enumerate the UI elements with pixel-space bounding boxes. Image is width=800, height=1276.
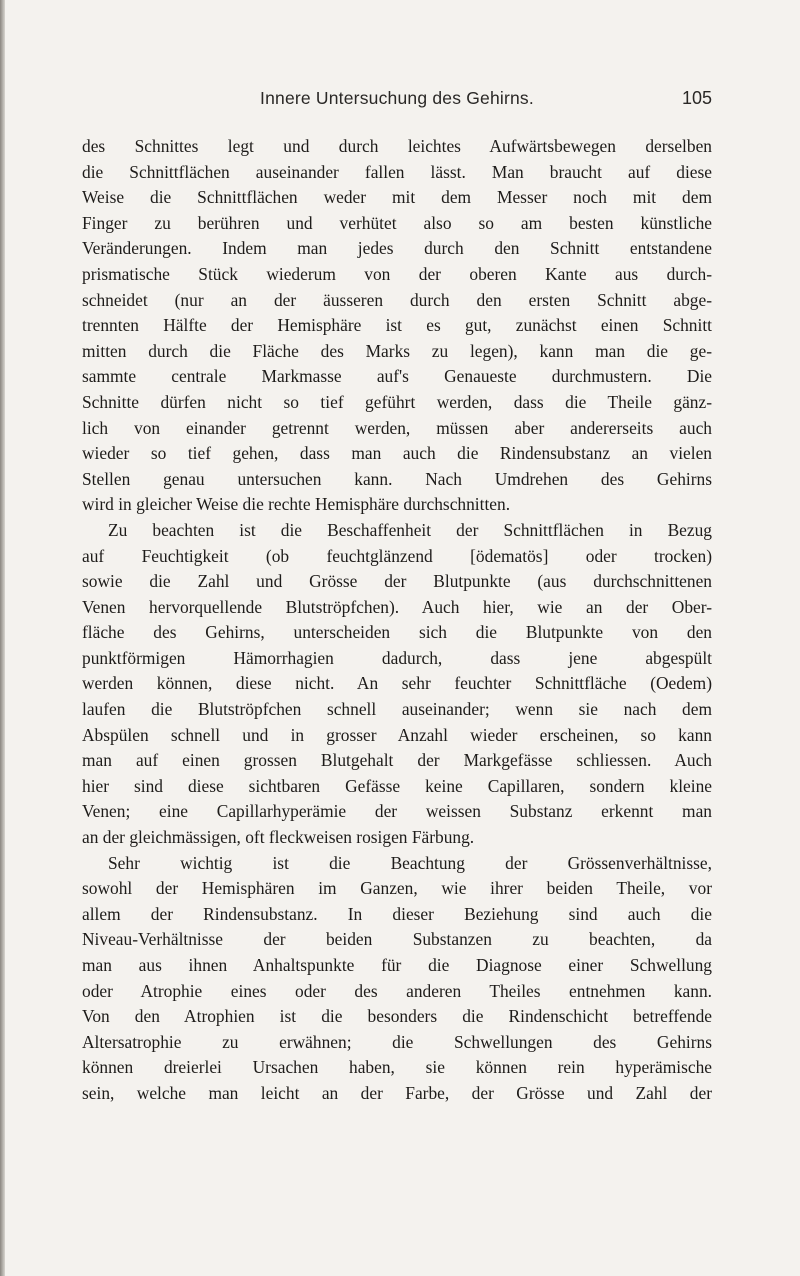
text-line: Niveau-Verhältnisse der beiden Substanzen zu beachten, da (82, 929, 712, 950)
body-text (82, 134, 712, 1107)
text-line: können dreierlei Ursachen haben, sie können rein hyperämische (82, 1057, 712, 1078)
text-line: man auf einen grossen Blutgehalt der Markgefässe schliessen. Auch (82, 750, 712, 771)
text-line: mitten durch die Fläche des Marks zu legen), kann man die ge- (82, 340, 712, 361)
text-line: hier sind diese sichtbaren Gefässe keine Capillaren, sondern kleine (82, 775, 712, 796)
text-line: Zu beachten ist die Beschaffenheit der Schnittflächen in Bezug (108, 519, 712, 540)
text-line: oder Atrophie eines oder des anderen Theiles entnehmen kann. (82, 980, 712, 1001)
text-line: man aus ihnen Anhaltspunkte für die Diagnose einer Schwellung (82, 955, 712, 975)
text-line: laufen die Blutströpfchen schnell auseinander; wenn sie nach dem (82, 699, 712, 720)
text-line: wieder so tief gehen, dass man auch die Rindensubstanz an vielen (82, 443, 712, 464)
text-line: Weise die Schnittflächen weder mit dem Messer noch mit dem (82, 187, 712, 208)
text-line: fläche des Gehirns, unterscheiden sich die Blutpunkte von den (82, 622, 712, 643)
text-line: Veränderungen. Indem man jedes durch den Schnitt entstandene (82, 238, 712, 259)
text-line: Venen; eine Capillarhyperämie der weissen Substanz erkennt man (82, 801, 712, 822)
text-line: Von den Atrophien ist die besonders die Rindenschicht betreffende (82, 1006, 712, 1027)
text-line: trennten Hälfte der Hemisphäre ist es gut, zunächst einen Schnitt (82, 315, 712, 336)
text-line: die Schnittflächen auseinander fallen lässt. Man braucht auf diese (82, 161, 712, 182)
text-line: an der gleichmässigen, oft fleckweisen rosigen Färbung. (82, 827, 475, 848)
page-edge-shadow (0, 0, 5, 1276)
text-line: Abspülen schnell und in grosser Anzahl wieder erscheinen, so kann (82, 724, 712, 745)
text-line: wird in gleicher Weise die rechte Hemisphäre durchschnitten. (82, 494, 511, 515)
text-line: schneidet (nur an der äusseren durch den ersten Schnitt abge- (82, 289, 712, 310)
text-line: allem der Rindensubstanz. In dieser Beziehung sind auch die (82, 903, 712, 924)
text-line: Venen hervorquellende Blutströpfchen). Auch hier, wie an der Ober- (82, 596, 712, 617)
text-line: Altersatrophie zu erwähnen; die Schwellungen des Gehirns (82, 1031, 712, 1052)
text-line: sowie die Zahl und Grösse der Blutpunkte (aus durchschnittenen (82, 571, 712, 592)
text-line: sowohl der Hemisphären im Ganzen, wie ihrer beiden Theile, vor (82, 878, 712, 899)
text-line: Finger zu berühren und verhütet also so am besten künstliche (82, 212, 712, 233)
text-line: lich von einander getrennt werden, müssen aber andererseits auch (82, 417, 712, 438)
text-line: auf Feuchtigkeit (ob feuchtglänzend [ödematös] oder trocken) (82, 545, 712, 566)
text-line: werden können, diese nicht. An sehr feuchter Schnittfläche (Oedem) (82, 673, 712, 694)
text-line: punktförmigen Hämorrhagien dadurch, dass jene abgespült (82, 647, 712, 668)
text-line: Schnitte dürfen nicht so tief geführt werden, dass die Theile gänz- (82, 391, 712, 412)
text-line: sammte centrale Markmasse auf's Genaueste durchmustern. Die (82, 366, 712, 387)
page-header (82, 88, 712, 114)
text-line: Stellen genau untersuchen kann. Nach Umdrehen des Gehirns (82, 468, 712, 489)
text-line: des Schnittes legt und durch leichtes Aufwärtsbewegen derselben (82, 136, 712, 156)
page-number: 105 (681, 88, 712, 108)
text-line: sein, welche man leicht an der Farbe, der Grösse und Zahl der (82, 1082, 712, 1103)
running-title: Innere Untersuchung des Gehirns. (260, 88, 534, 108)
text-line: prismatische Stück wiederum von der oberen Kante aus durch- (82, 263, 712, 284)
text-line: Sehr wichtig ist die Beachtung der Grössenverhältnisse, (108, 852, 712, 873)
